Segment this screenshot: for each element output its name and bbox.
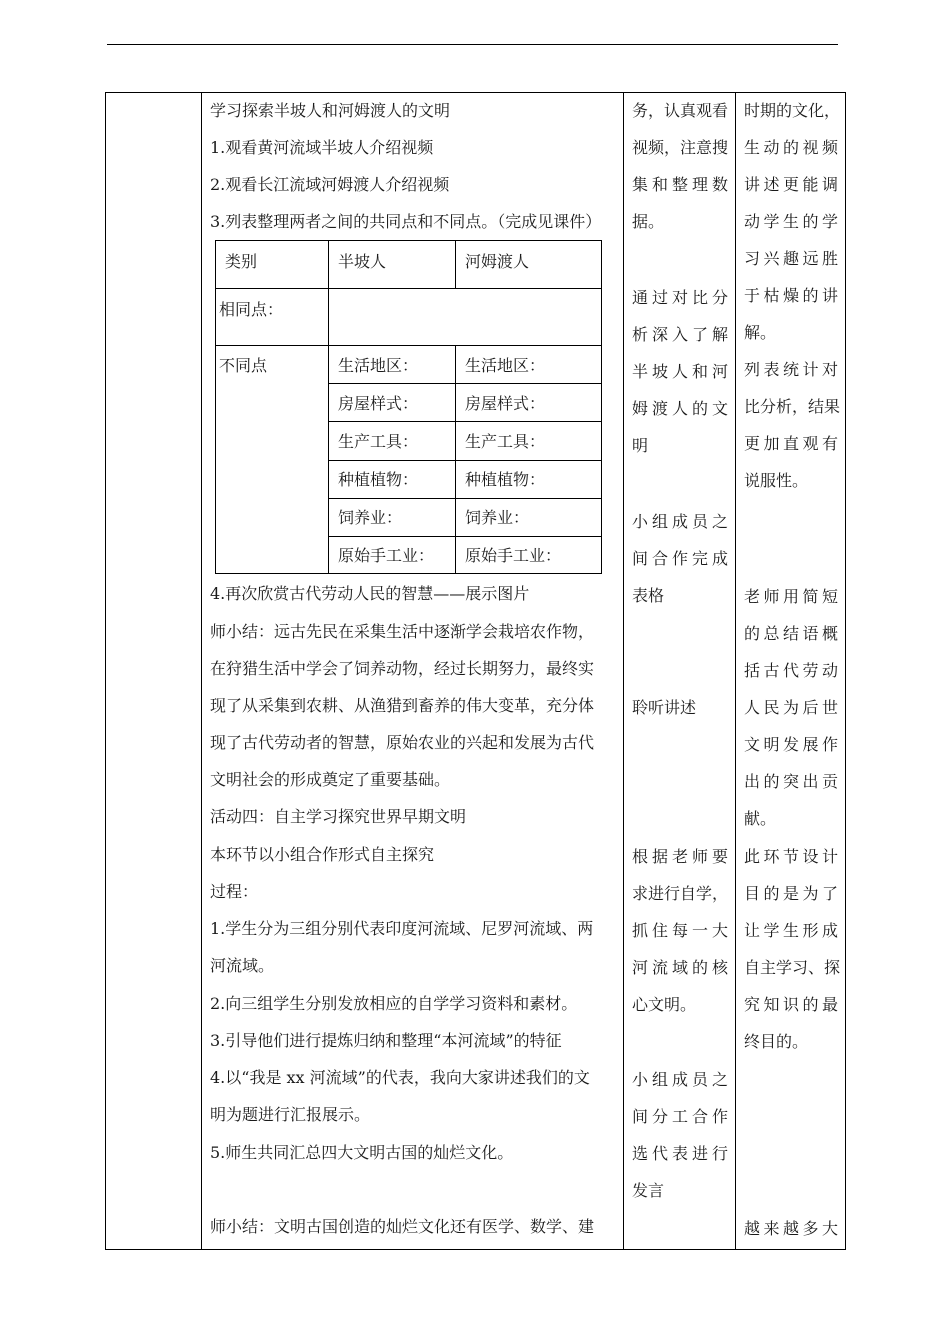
- table-header-category: 类别: [225, 252, 258, 271]
- student-line: 选代表进行: [632, 1144, 728, 1163]
- table-vline: [455, 345, 456, 574]
- intent-line: 越来越多大: [744, 1219, 838, 1238]
- student-line: 姆渡人的文: [632, 399, 728, 418]
- table-cell: 种植植物：: [338, 470, 419, 489]
- student-line: 通过对比分: [632, 288, 728, 307]
- main-line-7: 在狩猎生活中学会了饲养动物，经过长期努力，最终实: [210, 659, 595, 678]
- intent-line: 的总结语概: [744, 624, 838, 643]
- main-line-6: 师小结：远古先民在采集生活中逐渐学会栽培农作物，: [210, 622, 595, 641]
- intent-line: 解。: [744, 323, 777, 342]
- main-line-10: 文明社会的形成奠定了重要基础。: [210, 770, 451, 789]
- student-activity-4: [632, 689, 728, 726]
- student-line: 求进行自学，: [632, 884, 729, 903]
- student-line: 务，认真观看: [632, 101, 729, 120]
- main-line-5: 4.再次欣赏古代劳动人民的智慧——展示图片: [210, 584, 530, 603]
- intent-line: 目的是为了: [744, 884, 838, 903]
- student-activity-3: [632, 503, 728, 614]
- student-line: 据。: [632, 212, 665, 231]
- intent-line: 时期的文化，: [744, 101, 841, 120]
- main-line-4: 3.列表整理两者之间的共同点和不同点。（完成见课件）: [210, 212, 602, 231]
- main-line-21: 师小结：文明古国创造的灿烂文化还有医学、数学、建: [210, 1217, 595, 1236]
- table-hline: [215, 288, 602, 289]
- intent-line: 让学生形成: [744, 921, 838, 940]
- student-line: 河流域的核: [632, 958, 728, 977]
- table-cell: 饲养业：: [465, 508, 530, 527]
- student-line: 小组成员之: [632, 512, 728, 531]
- main-line-15: 河流域。: [210, 956, 275, 975]
- main-line-17: 3.引导他们进行提炼归纳和整理“本河流域”的特征: [210, 1031, 562, 1050]
- table-cell: 生产工具：: [338, 432, 419, 451]
- intent-line: 出的突出贡: [744, 772, 838, 791]
- student-line: 明: [632, 436, 649, 455]
- student-line: 根据老师要: [632, 847, 728, 866]
- table-cell: 生活地区：: [338, 356, 419, 375]
- main-line-1: 学习探索半坡人和河姆渡人的文明: [210, 101, 451, 120]
- design-intent-2: [744, 578, 838, 837]
- student-line: 心文明。: [632, 995, 697, 1014]
- intent-line: 此环节设计: [744, 847, 838, 866]
- intent-line: 文明发展作: [744, 735, 838, 754]
- table-header-hemudu: 河姆渡人: [465, 252, 530, 271]
- table-hline: [328, 421, 602, 422]
- main-line-3: 2.观看长江流域河姆渡人介绍视频: [210, 175, 450, 194]
- student-line: 半坡人和河: [632, 362, 728, 381]
- intent-line: 于枯燥的讲: [744, 286, 838, 305]
- table-cell: 房屋样式：: [465, 394, 546, 413]
- intent-line: 终目的。: [744, 1032, 809, 1051]
- main-line-16: 2.向三组学生分别发放相应的自学学习资料和素材。: [210, 994, 578, 1013]
- student-line: 视频，注意搜: [632, 138, 729, 157]
- intent-line: 生动的视频: [744, 138, 838, 157]
- student-activity-5: [632, 838, 728, 1023]
- intent-line: 比分析，结果: [744, 397, 841, 416]
- table-hline: [328, 383, 602, 384]
- student-line: 间合作完成: [632, 549, 728, 568]
- main-line-9: 现了古代劳动者的智慧，原始农业的兴起和发展为古代: [210, 733, 595, 752]
- student-line: 发言: [632, 1181, 665, 1200]
- student-line: 抓住每一大: [632, 921, 728, 940]
- main-line-13: 过程：: [210, 882, 259, 901]
- table-cell: 房屋样式：: [338, 394, 419, 413]
- student-line: 析深入了解: [632, 325, 728, 344]
- table-same-label: 相同点：: [219, 300, 284, 319]
- intent-line: 更加直观有: [744, 434, 838, 453]
- table-cell: 种植植物：: [465, 470, 546, 489]
- student-activity-2: [632, 279, 728, 464]
- main-line-12: 本环节以小组合作形式自主探究: [210, 845, 435, 864]
- table-vline: [455, 240, 456, 288]
- table-diff-label: 不同点: [219, 356, 268, 375]
- column-divider-3: [735, 92, 736, 1250]
- intent-line: 究知识的最: [744, 995, 838, 1014]
- table-cell: 生产工具：: [465, 432, 546, 451]
- intent-line: 讲述更能调: [744, 175, 838, 194]
- intent-line: 献。: [744, 809, 777, 828]
- design-intent-1: [744, 92, 841, 499]
- table-hline: [328, 536, 602, 537]
- column-divider-2: [623, 92, 624, 1250]
- column-divider-1: [201, 92, 202, 1250]
- student-activity-6: [632, 1061, 728, 1209]
- table-cell: 生活地区：: [465, 356, 546, 375]
- main-line-11: 活动四：自主学习探究世界早期文明: [210, 807, 467, 826]
- table-cell: 饲养业：: [338, 508, 403, 527]
- table-hline: [328, 460, 602, 461]
- main-line-19: 明为题进行汇报展示。: [210, 1105, 371, 1124]
- table-cell: 原始手工业：: [465, 546, 562, 565]
- intent-line: 自主学习、探: [744, 958, 841, 977]
- intent-line: 括古代劳动: [744, 661, 838, 680]
- intent-line: 人民为后世: [744, 698, 838, 717]
- table-hline: [215, 345, 602, 346]
- main-line-18: 4.以“我是 xx 河流域”的代表，我向大家讲述我们的文: [210, 1068, 590, 1087]
- main-line-2: 1.观看黄河流域半坡人介绍视频: [210, 138, 434, 157]
- student-activity-1: [632, 92, 728, 240]
- student-line: 小组成员之: [632, 1070, 728, 1089]
- main-line-20: 5.师生共同汇总四大文明古国的灿烂文化。: [210, 1143, 514, 1162]
- design-intent-4: [744, 1210, 838, 1247]
- student-line: 聆听讲述: [632, 698, 697, 717]
- student-line: 集和整理数: [632, 175, 728, 194]
- intent-line: 列表统计对: [744, 360, 838, 379]
- student-line: 间分工合作: [632, 1107, 728, 1126]
- table-header-banpo: 半坡人: [338, 252, 387, 271]
- student-line: 表格: [632, 586, 665, 605]
- header-rule: [107, 44, 838, 45]
- intent-line: 说服性。: [744, 471, 809, 490]
- design-intent-3: [744, 838, 841, 1060]
- main-line-14: 1.学生分为三组分别代表印度河流域、尼罗河流域、两: [210, 919, 594, 938]
- table-hline: [328, 498, 602, 499]
- table-vline: [328, 240, 329, 574]
- intent-line: 动学生的学: [744, 212, 838, 231]
- table-cell: 原始手工业：: [338, 546, 435, 565]
- main-line-8: 现了从采集到农耕、从渔猎到畜养的伟大变革，充分体: [210, 696, 595, 715]
- intent-line: 老师用简短: [744, 587, 838, 606]
- intent-line: 习兴趣远胜: [744, 249, 838, 268]
